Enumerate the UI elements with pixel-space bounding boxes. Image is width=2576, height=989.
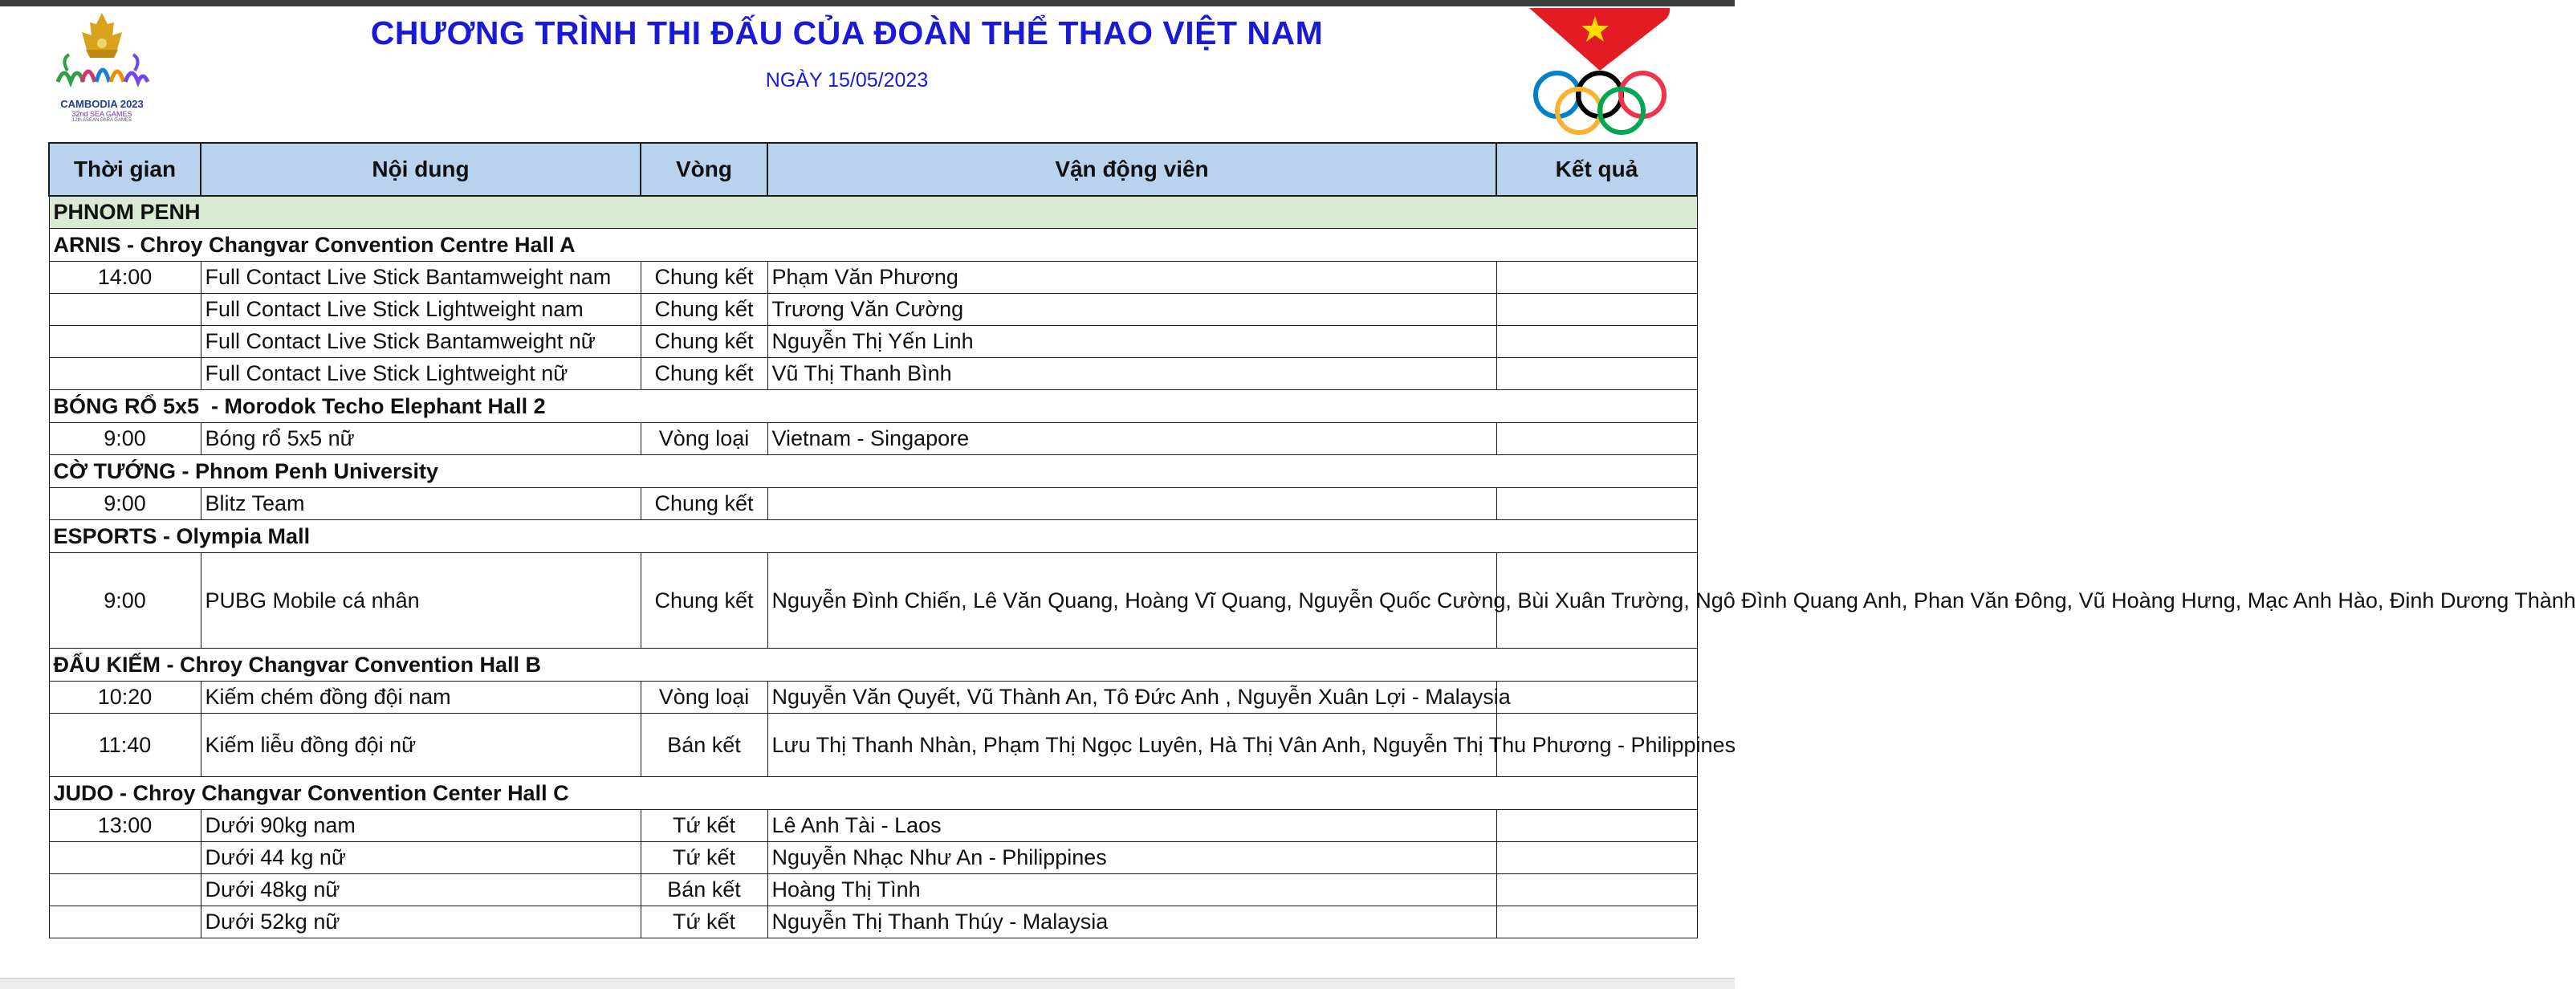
col-header-athletes: Vận động viên (767, 143, 1496, 196)
logo-text-sea-games: 32nd SEA GAMES (71, 110, 132, 118)
cell-time: 14:00 (49, 262, 201, 294)
cell-event: Full Contact Live Stick Lightweight nam (201, 294, 641, 326)
cell-athletes: Nguyễn Thị Thanh Thúy - Malaysia (767, 906, 1496, 938)
cell-result (1496, 906, 1697, 938)
cell-athletes: Trương Văn Cường (767, 294, 1496, 326)
cell-result (1496, 682, 1697, 714)
logo-left-text (50, 98, 154, 123)
cell-event: Dưới 44 kg nữ (201, 842, 641, 874)
section-title: CỜ TƯỚNG - Phnom Penh University (49, 455, 1697, 488)
cell-athletes: Lê Anh Tài - Laos (767, 810, 1496, 842)
cell-event: Full Contact Live Stick Bantamweight nam (201, 262, 641, 294)
cell-result (1496, 358, 1697, 390)
cell-event: Full Contact Live Stick Bantamweight nữ (201, 326, 641, 358)
cell-round: Vòng loại (641, 682, 767, 714)
cell-athletes: Hoàng Thị Tình (767, 874, 1496, 906)
page-break-gap (0, 978, 1735, 989)
cell-result (1496, 294, 1697, 326)
cell-time: 9:00 (49, 423, 201, 455)
cell-round: Tứ kết (641, 842, 767, 874)
cell-time: 11:40 (49, 714, 201, 777)
section-row (49, 777, 1697, 810)
cell-result (1496, 262, 1697, 294)
cell-round: Chung kết (641, 294, 767, 326)
cell-time (49, 906, 201, 938)
cell-round: Bán kết (641, 714, 767, 777)
logo-text-para-games: 12th ASEAN PARA GAMES (72, 118, 132, 123)
cell-result (1496, 874, 1697, 906)
cell-athletes: Nguyễn Đình Chiến, Lê Văn Quang, Hoàng Vĩ Quang, Nguyễn Quốc Cường, Bùi Xuân Trường, Ngô Đình Quang Anh, Phan Văn Đông, Vũ Hoàng Hưng, Mạc Anh Hào, Đinh Dương Thành (767, 553, 1496, 649)
cell-round: Tứ kết (641, 906, 767, 938)
cell-event: Kiếm liễu đồng đội nữ (201, 714, 641, 777)
cell-round: Tứ kết (641, 810, 767, 842)
city-row (49, 196, 1697, 229)
cell-round: Chung kết (641, 358, 767, 390)
table-row (49, 358, 1697, 390)
cell-athletes: Lưu Thị Thanh Nhàn, Phạm Thị Ngọc Luyên, Hà Thị Vân Anh, Nguyễn Thị Thu Phương - Philippines (767, 714, 1496, 777)
col-header-round: Vòng (641, 143, 767, 196)
viewer-top-edge (0, 0, 1735, 6)
section-title: ARNIS - Chroy Changvar Convention Centre Hall A (49, 229, 1697, 262)
cell-time (49, 294, 201, 326)
cell-time: 13:00 (49, 810, 201, 842)
cell-time: 9:00 (49, 488, 201, 520)
cell-result (1496, 488, 1697, 520)
cell-event: PUBG Mobile cá nhân (201, 553, 641, 649)
cell-round: Chung kết (641, 262, 767, 294)
table-row (49, 810, 1697, 842)
col-header-result: Kết quả (1496, 143, 1697, 196)
cell-athletes: Phạm Văn Phương (767, 262, 1496, 294)
page-date: NGÀY 15/05/2023 (765, 69, 929, 92)
section-title: BÓNG RỔ 5x5 - Morodok Techo Elephant Hall 2 (49, 390, 1697, 423)
cell-time (49, 358, 201, 390)
cell-round: Chung kết (641, 326, 767, 358)
cell-result (1496, 423, 1697, 455)
cell-time: 10:20 (49, 682, 201, 714)
cell-athletes (767, 488, 1496, 520)
col-header-time: Thời gian (49, 143, 201, 196)
logo-text-cambodia: CAMBODIA 2023 (60, 98, 144, 110)
table-header-row (49, 143, 1697, 196)
cell-time (49, 326, 201, 358)
cell-athletes: Nguyễn Nhạc Như An - Philippines (767, 842, 1496, 874)
cell-event: Dưới 48kg nữ (201, 874, 641, 906)
city-label: PHNOM PENH (49, 196, 1697, 229)
cell-result (1496, 326, 1697, 358)
cell-event: Blitz Team (201, 488, 641, 520)
cell-athletes: Nguyễn Thị Yến Linh (767, 326, 1496, 358)
cell-round: Bán kết (641, 874, 767, 906)
table-row (49, 906, 1697, 938)
table-row (49, 423, 1697, 455)
section-row (49, 649, 1697, 682)
section-title: ĐẤU KIẾM - Chroy Changvar Convention Hall B (49, 649, 1697, 682)
cell-event: Bóng rổ 5x5 nữ (201, 423, 641, 455)
table-row (49, 682, 1697, 714)
cell-time (49, 874, 201, 906)
cell-round: Chung kết (641, 553, 767, 649)
section-row (49, 520, 1697, 553)
cell-event: Dưới 52kg nữ (201, 906, 641, 938)
table-row (49, 488, 1697, 520)
table-row (49, 714, 1697, 777)
cell-time (49, 842, 201, 874)
cell-result (1496, 810, 1697, 842)
cell-athletes: Vũ Thị Thanh Bình (767, 358, 1496, 390)
table-row (49, 294, 1697, 326)
cell-time: 9:00 (49, 553, 201, 649)
table-row (49, 262, 1697, 294)
cell-result (1496, 842, 1697, 874)
page-title: CHƯƠNG TRÌNH THI ĐẤU CỦA ĐOÀN THỂ THAO VIỆT NAM (370, 14, 1324, 51)
section-title: ESPORTS - Olympia Mall (49, 520, 1697, 553)
cell-event: Dưới 90kg nam (201, 810, 641, 842)
cell-event: Full Contact Live Stick Lightweight nữ (201, 358, 641, 390)
table-row (49, 874, 1697, 906)
cell-round: Chung kết (641, 488, 767, 520)
cell-athletes: Vietnam - Singapore (767, 423, 1496, 455)
cell-athletes: Nguyễn Văn Quyết, Vũ Thành An, Tô Đức Anh , Nguyễn Xuân Lợi - Malaysia (767, 682, 1496, 714)
section-row (49, 455, 1697, 488)
section-row (49, 229, 1697, 262)
cell-round: Vòng loại (641, 423, 767, 455)
schedule-table (48, 142, 2576, 938)
section-row (49, 390, 1697, 423)
cell-event: Kiếm chém đồng đội nam (201, 682, 641, 714)
table-row (49, 553, 1697, 649)
col-header-event: Nội dung (201, 143, 641, 196)
section-title: JUDO - Chroy Changvar Convention Center Hall C (49, 777, 1697, 810)
table-row (49, 326, 1697, 358)
table-row (49, 842, 1697, 874)
